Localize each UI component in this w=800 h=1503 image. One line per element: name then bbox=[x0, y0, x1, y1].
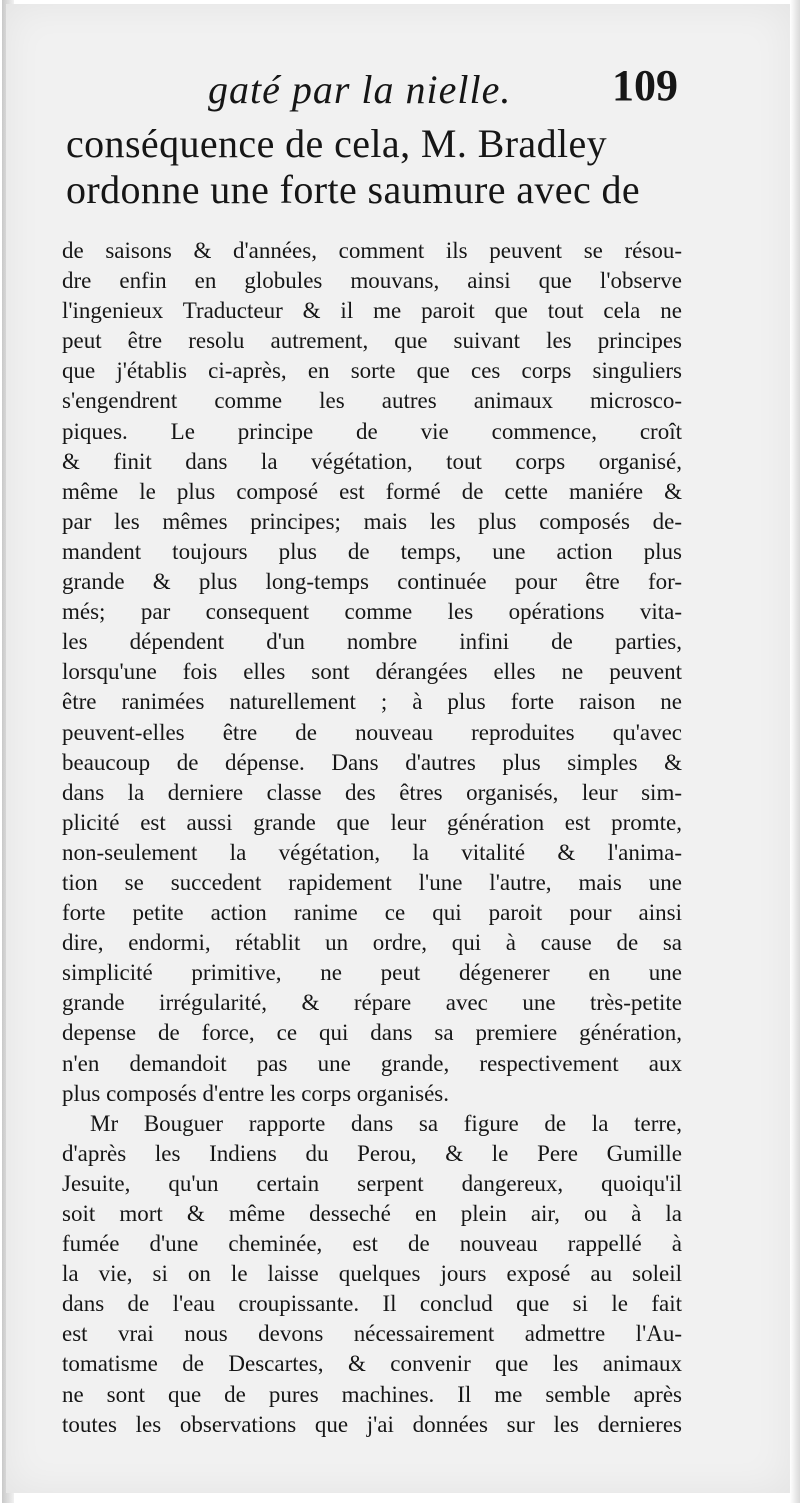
text-line: & finit dans la végétation, tout corps organisé, bbox=[62, 448, 682, 474]
text-line: que j'établis ci-après, en sorte que ces corps singuliers bbox=[62, 358, 682, 384]
text-line: simplicité primitive, ne peut dégenerer en une bbox=[62, 960, 682, 986]
text-line: soit mort & même desseché en plein air, ou à la bbox=[62, 1201, 682, 1226]
text-line: dans la derniere classe des êtres organisés, leur sim- bbox=[62, 779, 682, 805]
text-line: peuvent-elles être de nouveau reproduites qu'avec bbox=[62, 719, 682, 745]
text-line: l'ingenieux Traducteur & il me paroit que tout cela ne bbox=[62, 298, 682, 324]
text-line: més; par consequent comme les opérations vita- bbox=[62, 599, 682, 625]
running-title: gaté par la nielle. bbox=[208, 67, 512, 112]
text-line: est vrai nous devons nécessairement admettre l'Au- bbox=[62, 1321, 682, 1347]
text-line: même le plus composé est formé de cette maniére & bbox=[62, 478, 682, 504]
text-line: plus composés d'entre les corps organisés. bbox=[62, 1080, 449, 1106]
text-line: mandent toujours plus de temps, une action plus bbox=[62, 538, 682, 564]
page-header bbox=[62, 60, 682, 124]
text-line: Jesuite, qu'un certain serpent dangereux, quoiqu'il bbox=[62, 1170, 682, 1196]
book-page bbox=[6, 4, 790, 1493]
offset-print-line-1: conséquence de cela, M. Bradley bbox=[66, 121, 608, 166]
text-line: grande & plus long-temps continuée pour être for- bbox=[62, 569, 682, 595]
text-line: les dépendent d'un nombre infini de parties, bbox=[62, 629, 682, 655]
text-line: non-seulement la végétation, la vitalité & l'anima- bbox=[62, 839, 682, 865]
page-edge-shadow bbox=[790, 0, 800, 1503]
text-line: par les mêmes principes; mais les plus composés de- bbox=[62, 508, 682, 534]
text-line: dre enfin en globules mouvans, ainsi que l'observe bbox=[62, 268, 682, 294]
text-line: dans de l'eau croupissante. Il conclud que si le fait bbox=[62, 1291, 682, 1317]
text-line: dire, endormi, rétablit un ordre, qui à cause de sa bbox=[62, 930, 682, 956]
text-line: d'après les Indiens du Perou, & le Pere Gumille bbox=[62, 1140, 682, 1166]
text-line: beaucoup de dépense. Dans d'autres plus simples & bbox=[62, 749, 682, 775]
text-line: grande irrégularité, & répare avec une très-petite bbox=[62, 990, 682, 1016]
page-number: 109 bbox=[612, 61, 678, 110]
text-line: peut être resolu autrement, que suivant les principes bbox=[62, 328, 682, 354]
text-line: forte petite action ranime ce qui paroit pour ainsi bbox=[62, 900, 682, 926]
text-line: depense de force, ce qui dans sa premiere génération, bbox=[62, 1020, 682, 1046]
text-line: fumée d'une cheminée, est de nouveau rappellé à bbox=[62, 1231, 682, 1257]
text-line: ne sont que de pures machines. Il me semble après bbox=[62, 1381, 682, 1407]
text-line: la vie, si on le laisse quelques jours exposé au soleil bbox=[62, 1261, 682, 1287]
paragraph-start-line: Mr Bouguer rapporte dans sa figure de la terre, bbox=[90, 1110, 682, 1136]
main-text-block bbox=[62, 236, 682, 1440]
text-line: tomatisme de Descartes, & convenir que les animaux bbox=[62, 1351, 682, 1377]
text-line: n'en demandoit pas une grande, respectivement aux bbox=[62, 1050, 682, 1076]
text-line: lorsqu'une fois elles sont dérangées elles ne peuvent bbox=[62, 659, 682, 685]
text-line: de saisons & d'années, comment ils peuvent se résou- bbox=[62, 238, 682, 263]
offset-print-line-2: ordonne une forte saumure avec de bbox=[66, 167, 641, 212]
text-line: s'engendrent comme les autres animaux microsco- bbox=[62, 388, 682, 414]
text-line: piques. Le principe de vie commence, croît bbox=[62, 418, 682, 444]
text-line: toutes les observations que j'ai données sur les dernieres bbox=[62, 1411, 682, 1437]
text-line: plicité est aussi grande que leur génération est promte, bbox=[62, 809, 682, 835]
text-line: être ranimées naturellement ; à plus forte raison ne bbox=[62, 689, 682, 715]
text-line: tion se succedent rapidement l'une l'autre, mais une bbox=[62, 869, 682, 895]
